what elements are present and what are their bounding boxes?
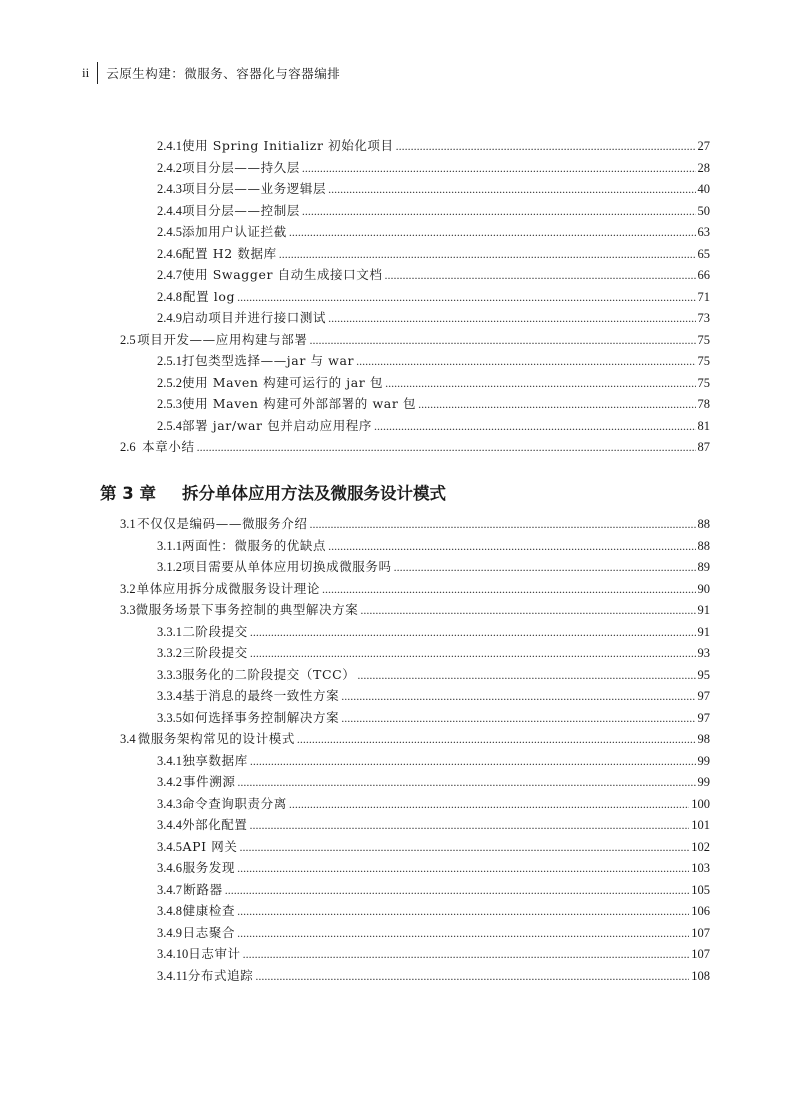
toc-entry-page: 99 bbox=[697, 753, 710, 768]
toc-entry bbox=[157, 922, 710, 943]
toc-entry bbox=[157, 307, 710, 328]
dot-leader bbox=[341, 686, 695, 707]
toc-entry-number: 3.4.2 bbox=[157, 775, 182, 789]
page-number: ii bbox=[82, 65, 90, 80]
toc-entry-page: 91 bbox=[697, 603, 710, 617]
toc-entry-number: 3.4.1 bbox=[157, 753, 182, 768]
toc-entry bbox=[157, 814, 710, 835]
toc-entry-page: 75 bbox=[697, 375, 710, 390]
toc-entry bbox=[120, 329, 710, 350]
toc-entry-title: 二阶段提交 bbox=[182, 623, 248, 639]
toc-entry-page: 50 bbox=[697, 203, 710, 218]
toc-entry-number: 3.4 bbox=[120, 732, 136, 746]
toc-entry-page: 28 bbox=[697, 160, 710, 175]
toc-entry-number: 2.4.2 bbox=[157, 160, 182, 175]
chapter-title: 拆分单体应用方法及微服务设计模式 bbox=[182, 484, 446, 503]
toc-entry-page: 107 bbox=[691, 947, 710, 961]
toc-entry bbox=[157, 178, 710, 199]
toc-entry bbox=[157, 350, 710, 371]
toc-entry-title: 不仅仅是编码——微服务介绍 bbox=[137, 516, 308, 531]
toc-entry-page: 98 bbox=[697, 732, 710, 746]
toc-entry-page: 99 bbox=[697, 775, 710, 789]
toc-entry-title: 配置 H2 数据库 bbox=[182, 245, 277, 261]
toc-entry bbox=[157, 664, 710, 685]
toc-entry-title: 使用 Swagger 自动生成接口文档 bbox=[182, 267, 383, 282]
toc-entry bbox=[157, 415, 710, 436]
toc-entry-page: 97 bbox=[697, 689, 710, 703]
toc-entry-title: 使用 Spring Initializr 初始化项目 bbox=[182, 138, 394, 153]
header-divider bbox=[97, 62, 98, 84]
toc-entry-number: 3.3.2 bbox=[157, 646, 182, 660]
dot-leader bbox=[240, 837, 690, 858]
toc-entry-page: 102 bbox=[691, 839, 710, 854]
dot-leader bbox=[357, 665, 695, 686]
dot-leader bbox=[243, 944, 690, 965]
toc-entry-title: 健康检查 bbox=[182, 903, 236, 918]
toc-entry-number: 3.2 bbox=[120, 581, 136, 596]
toc-entry bbox=[157, 836, 710, 857]
toc-entry bbox=[157, 286, 710, 307]
toc-entry bbox=[157, 157, 710, 178]
toc-entry-title: 使用 Maven 构建可外部部署的 war 包 bbox=[182, 396, 417, 411]
dot-leader bbox=[197, 437, 696, 458]
dot-leader bbox=[302, 201, 696, 222]
toc-entry bbox=[120, 599, 710, 620]
toc-entry bbox=[157, 556, 710, 577]
toc-entry-title: 如何选择事务控制解决方案 bbox=[182, 709, 340, 725]
toc-entry-number: 3.3.3 bbox=[157, 667, 182, 682]
dot-leader bbox=[250, 751, 696, 772]
toc-entry-title: 服务发现 bbox=[182, 860, 236, 875]
toc-entry-title: 配置 log bbox=[183, 288, 236, 304]
toc-entry bbox=[157, 372, 710, 393]
toc-entry-title: 项目开发——应用构建与部署 bbox=[137, 331, 308, 347]
toc-entry-number: 3.1.2 bbox=[157, 560, 182, 574]
dot-leader bbox=[289, 222, 696, 243]
toc-entry bbox=[157, 857, 710, 878]
toc-entry-title: 使用 Maven 构建可运行的 jar 包 bbox=[182, 374, 384, 390]
dot-leader bbox=[289, 794, 689, 815]
toc-entry-page: 100 bbox=[691, 796, 710, 811]
toc-entry-number: 3.4.11 bbox=[157, 968, 188, 983]
toc-entry-page: 81 bbox=[697, 418, 710, 433]
toc-entry-number: 2.5.3 bbox=[157, 397, 182, 411]
dot-leader bbox=[384, 265, 695, 286]
toc-entry-number: 3.4.3 bbox=[157, 796, 182, 811]
toc-entry-number: 2.4.4 bbox=[157, 203, 182, 218]
toc-entry-title: 添加用户认证拦截 bbox=[182, 224, 287, 239]
dot-leader bbox=[328, 179, 695, 200]
toc-entry-title: 项目需要从单体应用切换成微服务吗 bbox=[182, 559, 392, 574]
toc-entry-page: 101 bbox=[691, 818, 710, 832]
toc-entry-title: 单体应用拆分成微服务设计理论 bbox=[136, 580, 320, 596]
toc-entry bbox=[157, 900, 710, 921]
toc-entry bbox=[157, 879, 710, 900]
toc-entry-number: 3.4.4 bbox=[157, 818, 182, 832]
toc-entry-title: 外部化配置 bbox=[182, 817, 248, 832]
toc-entry-page: 65 bbox=[697, 246, 710, 261]
dot-leader bbox=[237, 858, 689, 879]
toc-entry-page: 107 bbox=[691, 925, 710, 940]
toc-entry-title: 基于消息的最终一致性方案 bbox=[182, 688, 340, 703]
toc-entry-number: 2.4.5 bbox=[157, 225, 182, 239]
toc-entry-number: 2.4.1 bbox=[157, 139, 182, 153]
dot-leader bbox=[309, 514, 695, 535]
chapter-number: 第 3 章 bbox=[100, 484, 156, 503]
toc-entry bbox=[157, 707, 710, 728]
toc-entry-title: 部署 jar/war 包并启动应用程序 bbox=[182, 417, 372, 433]
toc-entry-number: 3.3.1 bbox=[157, 624, 182, 639]
dot-leader bbox=[225, 880, 690, 901]
dot-leader bbox=[279, 244, 696, 265]
book-title: 云原生构建：微服务、容器化与容器编排 bbox=[106, 66, 341, 81]
dot-leader bbox=[418, 394, 695, 415]
toc-entry-number: 2.5.1 bbox=[157, 354, 182, 368]
toc-entry bbox=[157, 200, 710, 221]
toc-entry-page: 66 bbox=[697, 268, 710, 282]
toc-entry-page: 97 bbox=[697, 710, 710, 725]
toc-entry-title: 微服务架构常见的设计模式 bbox=[137, 731, 295, 746]
toc-entry-page: 87 bbox=[697, 440, 710, 454]
chapter-heading bbox=[100, 479, 446, 505]
toc-entry-title: 项目分层——持久层 bbox=[182, 159, 300, 175]
toc-entry-page: 106 bbox=[691, 904, 710, 918]
toc-entry bbox=[157, 750, 710, 771]
toc-entry bbox=[157, 535, 710, 556]
toc-entry-page: 90 bbox=[697, 581, 710, 596]
toc-entry-title: 独享数据库 bbox=[182, 752, 248, 768]
toc-entry bbox=[157, 642, 710, 663]
dot-leader bbox=[250, 622, 696, 643]
toc-entry bbox=[120, 513, 710, 534]
toc-entry-title: 打包类型选择——jar 与 war bbox=[182, 353, 355, 368]
toc-entry bbox=[157, 793, 710, 814]
dot-leader bbox=[394, 557, 696, 578]
toc-entry-number: 3.1 bbox=[120, 517, 136, 531]
dot-leader bbox=[237, 287, 695, 308]
toc-entry-page: 73 bbox=[697, 311, 710, 325]
toc-entry-page: 108 bbox=[691, 968, 710, 983]
toc-entry-number: 3.4.6 bbox=[157, 861, 182, 875]
toc-entry-title: 断路器 bbox=[183, 881, 223, 897]
toc-entry bbox=[157, 264, 710, 285]
dot-leader bbox=[385, 373, 695, 394]
toc-entry-title: 本章小结 bbox=[142, 439, 195, 454]
dot-leader bbox=[297, 729, 696, 750]
toc-entry-page: 95 bbox=[697, 667, 710, 682]
toc-entry-number: 2.4.9 bbox=[157, 311, 182, 325]
toc-entry-number: 3.4.9 bbox=[157, 925, 182, 940]
running-header bbox=[82, 58, 340, 88]
dot-leader bbox=[341, 708, 695, 729]
toc-entry-number: 2.4.8 bbox=[157, 289, 182, 304]
dot-leader bbox=[237, 772, 695, 793]
dot-leader bbox=[356, 351, 695, 372]
toc-entry-number: 2.4.7 bbox=[157, 268, 182, 282]
toc-entry-number: 2.5.2 bbox=[157, 375, 182, 390]
toc-entry-page: 75 bbox=[697, 332, 710, 347]
toc-entry bbox=[157, 135, 710, 156]
toc-entry-number: 3.4.10 bbox=[157, 947, 189, 961]
toc-entry-page: 40 bbox=[697, 182, 710, 196]
dot-leader bbox=[374, 416, 696, 437]
toc-entry-page: 88 bbox=[697, 517, 710, 531]
toc-entry bbox=[157, 393, 710, 414]
dot-leader bbox=[322, 579, 696, 600]
toc-entry-title: 项目分层——业务逻辑层 bbox=[182, 181, 327, 196]
dot-leader bbox=[237, 923, 689, 944]
toc-entry-title: 启动项目并进行接口测试 bbox=[182, 310, 327, 325]
toc-entry-page: 78 bbox=[697, 397, 710, 411]
toc-entry-number: 3.3.5 bbox=[157, 710, 182, 725]
toc-entry bbox=[157, 771, 710, 792]
toc-entry bbox=[157, 685, 710, 706]
dot-leader bbox=[302, 158, 696, 179]
toc-entry-title: 三阶段提交 bbox=[182, 645, 248, 660]
toc-entry-page: 103 bbox=[691, 861, 710, 875]
toc-entry-title: 命令查询职责分离 bbox=[182, 795, 287, 811]
toc-entry-title: 微服务场景下事务控制的典型解决方案 bbox=[135, 602, 359, 617]
toc-entry bbox=[120, 728, 710, 749]
dot-leader bbox=[309, 330, 695, 351]
dot-leader bbox=[237, 901, 689, 922]
toc-entry-page: 75 bbox=[697, 354, 710, 368]
toc-entry-number: 3.3 bbox=[120, 603, 136, 617]
toc-entry bbox=[157, 965, 710, 986]
toc-entry-page: 91 bbox=[697, 624, 710, 639]
toc-entry-page: 71 bbox=[697, 289, 710, 304]
toc-entry-number: 2.4.3 bbox=[157, 182, 182, 196]
toc-entry-page: 89 bbox=[697, 560, 710, 574]
toc-entry-title: 日志审计 bbox=[188, 946, 241, 961]
dot-leader bbox=[360, 600, 695, 621]
toc-entry-page: 88 bbox=[697, 538, 710, 553]
toc-entry-title: API 网关 bbox=[182, 838, 238, 854]
dot-leader bbox=[328, 536, 695, 557]
toc-entry-page: 27 bbox=[697, 139, 710, 153]
toc-entry bbox=[120, 578, 710, 599]
dot-leader bbox=[328, 308, 695, 329]
toc-entry-number: 2.4.6 bbox=[157, 246, 182, 261]
toc-entry bbox=[157, 243, 710, 264]
toc-entry-number: 3.1.1 bbox=[157, 538, 182, 553]
toc-entry-number: 3.4.7 bbox=[157, 882, 182, 897]
toc-entry bbox=[120, 436, 710, 457]
toc-entry-number: 3.3.4 bbox=[157, 689, 182, 703]
toc-entry-number: 2.6 bbox=[120, 440, 136, 454]
toc-entry bbox=[157, 221, 710, 242]
toc-entry-page: 93 bbox=[697, 646, 710, 660]
toc-entry-title: 项目分层——控制层 bbox=[182, 202, 300, 218]
toc-entry-title: 日志聚合 bbox=[182, 924, 236, 940]
toc-entry-number: 3.4.8 bbox=[157, 904, 182, 918]
dot-leader bbox=[250, 643, 696, 664]
toc-entry-number: 2.5 bbox=[120, 332, 136, 347]
dot-leader bbox=[396, 136, 696, 157]
toc-entry-title: 事件溯源 bbox=[183, 774, 236, 789]
toc-entry-title: 两面性：微服务的优缺点 bbox=[182, 537, 327, 553]
toc-entry bbox=[157, 621, 710, 642]
toc-entry bbox=[157, 943, 710, 964]
toc-entry-page: 63 bbox=[697, 225, 710, 239]
dot-leader bbox=[255, 966, 689, 987]
toc-entry-page: 105 bbox=[691, 882, 710, 897]
toc-entry-number: 2.5.4 bbox=[157, 418, 182, 433]
toc-entry-title: 分布式追踪 bbox=[187, 967, 254, 983]
toc-entry-number: 3.4.5 bbox=[157, 839, 182, 854]
dot-leader bbox=[250, 815, 690, 836]
toc-entry-title: 服务化的二阶段提交（TCC） bbox=[182, 666, 356, 682]
